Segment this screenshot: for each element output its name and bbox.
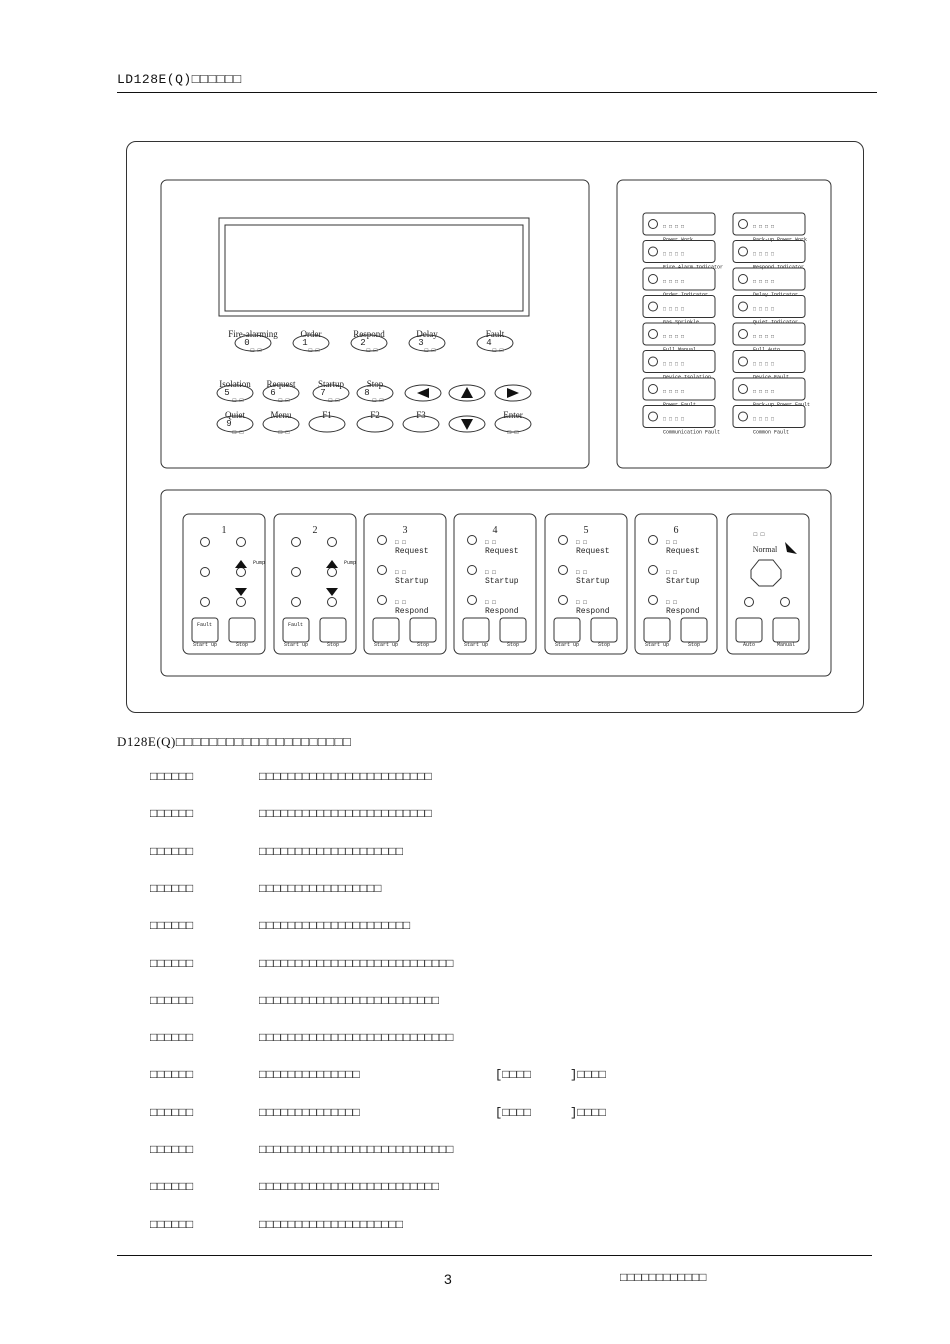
module-led bbox=[649, 566, 658, 575]
key-sub: □ □ bbox=[328, 397, 340, 404]
module-cn: □ □ bbox=[395, 539, 406, 546]
indicator-led bbox=[739, 412, 748, 421]
indicator-cn: □ □ □ □ bbox=[753, 251, 775, 258]
module-cn: □ □ bbox=[666, 599, 677, 606]
mode-cn: □ □ bbox=[753, 531, 765, 538]
indicator-cn: □ □ □ □ bbox=[663, 389, 685, 395]
key-label: Quiet bbox=[225, 410, 245, 420]
module-led bbox=[201, 598, 210, 607]
key-sub: □ □ bbox=[366, 347, 378, 354]
key-label: F2 bbox=[370, 410, 380, 420]
item-key: □□□□□□ bbox=[150, 1105, 194, 1120]
item-key: □□□□□□ bbox=[150, 807, 194, 822]
key-switch[interactable] bbox=[751, 560, 781, 586]
arrow-down-icon bbox=[461, 419, 473, 430]
footer-company: □□□□□□□□□□□□ bbox=[620, 1271, 707, 1285]
module-label-startup: Startup bbox=[666, 577, 700, 586]
indicator-cn: □ □ □ □ bbox=[663, 306, 685, 313]
keyboard-section bbox=[161, 180, 589, 468]
module-led bbox=[201, 538, 210, 547]
module-cn: □ □ bbox=[485, 569, 496, 576]
header-title: LD128E(Q)□□□□□□ bbox=[117, 72, 242, 87]
indicator-led bbox=[649, 357, 658, 366]
item-value: □□□□□□□□□□□□□□□□□□□□□□□□□ bbox=[259, 1180, 440, 1195]
module-cn: □ □ bbox=[485, 599, 496, 606]
key-arrow-icon bbox=[785, 542, 797, 554]
indicator-cn: □ □ □ □ bbox=[663, 334, 685, 340]
start-up-label: Start up bbox=[463, 642, 489, 648]
module-led bbox=[292, 598, 301, 607]
module-led bbox=[378, 596, 387, 605]
module-led bbox=[649, 596, 658, 605]
module-label-startup: Startup bbox=[485, 577, 519, 586]
indicator-led bbox=[649, 412, 658, 421]
module-led bbox=[328, 538, 337, 547]
indicator-cn: □ □ □ □ bbox=[663, 224, 685, 230]
indicator-cn: □ □ □ □ bbox=[753, 306, 775, 313]
module-led bbox=[559, 566, 568, 575]
key-label: Isolation bbox=[219, 379, 251, 389]
module-cn: □ □ bbox=[485, 539, 496, 546]
indicator-led bbox=[649, 220, 658, 229]
start-up-button[interactable] bbox=[554, 618, 580, 642]
module-number: 3 bbox=[402, 525, 408, 536]
indicator-cn: □ □ □ □ bbox=[663, 416, 685, 423]
item-value: □□□□□□□□□□□□□□ bbox=[259, 1105, 360, 1120]
indicator-cn: □ □ □ □ bbox=[663, 361, 685, 368]
stop-label: Stop bbox=[687, 642, 701, 648]
indicator-label: Full Manual bbox=[663, 347, 697, 353]
module-led bbox=[237, 568, 246, 577]
stop-label: Stop bbox=[416, 642, 430, 648]
module-label-startup: Startup bbox=[395, 577, 429, 586]
indicator-cn: □ □ □ □ bbox=[753, 334, 775, 340]
arrow-right-icon bbox=[507, 388, 519, 398]
module-label-request: Request bbox=[485, 547, 519, 556]
item-value: □□□□□□□□□□□□□□□□□ bbox=[259, 881, 382, 896]
panel-diagram bbox=[127, 142, 865, 714]
figure-caption: D128E(Q)□□□□□□□□□□□□□□□□□□□□□ bbox=[117, 734, 352, 749]
start-up-label: Start up bbox=[373, 642, 399, 648]
module-led bbox=[378, 566, 387, 575]
item-bracket-open: [□□□□ bbox=[495, 1105, 532, 1120]
stop-button[interactable] bbox=[681, 618, 707, 642]
item-value: □□□□□□□□□□□□□□□□□□□□ bbox=[259, 844, 404, 859]
item-key: □□□□□□ bbox=[150, 770, 194, 784]
item-value: □□□□□□□□□□□□□□□□□□□□□□□□□ bbox=[259, 993, 440, 1008]
item-key: □□□□□□ bbox=[150, 1068, 194, 1083]
start-up-label: Start up bbox=[644, 642, 670, 648]
key-sub: □ □ bbox=[232, 397, 244, 404]
lcd-screen bbox=[225, 225, 523, 311]
key-label: Delay bbox=[416, 329, 438, 339]
indicator-label: Back-up Power Work bbox=[753, 237, 808, 243]
key-sub: □ □ bbox=[250, 347, 262, 354]
arrow-left-icon bbox=[417, 388, 429, 398]
key-sub: □ □ bbox=[372, 397, 384, 404]
indicator-cn: □ □ □ □ bbox=[663, 279, 685, 285]
fault-label: Fault bbox=[197, 622, 213, 628]
enter-label: Enter bbox=[503, 410, 523, 420]
indicator-cn: □ □ □ □ bbox=[753, 279, 775, 285]
key-number: 2 bbox=[360, 338, 366, 348]
module-label-respond: Respond bbox=[576, 607, 610, 616]
module-label-respond: Respond bbox=[395, 607, 429, 616]
key-label: Menu bbox=[270, 410, 292, 420]
item-bracket-close: ]□□□□ bbox=[570, 1105, 607, 1120]
key-label: Order bbox=[300, 329, 322, 339]
module-label-respond: Respond bbox=[666, 607, 700, 616]
module-led bbox=[649, 536, 658, 545]
indicator-section bbox=[617, 180, 831, 468]
indicator-cn: □ □ □ □ bbox=[753, 361, 775, 368]
module-number: 1 bbox=[221, 525, 227, 536]
key-number: 9 bbox=[226, 419, 232, 429]
stop-button[interactable] bbox=[591, 618, 617, 642]
fault-label: Fault bbox=[288, 622, 304, 628]
stop-button[interactable] bbox=[410, 618, 436, 642]
indicator-led bbox=[649, 330, 658, 339]
indicator-led bbox=[649, 302, 658, 311]
key-sub: □ □ bbox=[492, 347, 504, 354]
item-value: □□□□□□□□□□□□□□□□□□□□□□□□□□□ bbox=[259, 1031, 454, 1046]
module-label-request: Request bbox=[395, 547, 429, 556]
indicator-label: Gas Sprinkle bbox=[663, 319, 700, 326]
pump-start-icon bbox=[235, 560, 247, 568]
key-number: 8 bbox=[364, 388, 370, 398]
key-sub: □ □ bbox=[424, 347, 436, 354]
key-number: 0 bbox=[244, 338, 250, 348]
manual-button[interactable] bbox=[773, 618, 799, 642]
indicator-led bbox=[649, 385, 658, 394]
page-number: 3 bbox=[444, 1271, 452, 1287]
indicator-led bbox=[739, 247, 748, 256]
item-value: □□□□□□□□□□□□□□□□□□□□□ bbox=[259, 919, 411, 934]
module-cn: □ □ bbox=[576, 539, 587, 546]
key-number: 3 bbox=[418, 338, 424, 348]
item-key: □□□□□□ bbox=[150, 993, 194, 1008]
item-key: □□□□□□ bbox=[150, 1180, 194, 1195]
module-led bbox=[468, 596, 477, 605]
module-cn: □ □ bbox=[666, 539, 677, 546]
indicator-label: Respond Indicator bbox=[753, 264, 805, 271]
mode-normal-label: Normal bbox=[752, 545, 778, 554]
module-label-request: Request bbox=[576, 547, 610, 556]
stop-button[interactable] bbox=[500, 618, 526, 642]
module-led bbox=[559, 596, 568, 605]
start-up-label: Start up bbox=[283, 642, 309, 648]
pump-label: Pump bbox=[344, 560, 357, 566]
item-key: □□□□□□ bbox=[150, 1217, 194, 1232]
stop-label: Stop bbox=[326, 642, 340, 648]
pump-stop-icon bbox=[235, 588, 247, 596]
item-value: □□□□□□□□□□□□□□□□□□□□□□□□□□□ bbox=[259, 1143, 454, 1157]
key-label: Startup bbox=[318, 379, 344, 389]
indicator-label: Device Isolation bbox=[663, 374, 712, 381]
module-led bbox=[468, 566, 477, 575]
key-sub: □ □ bbox=[232, 429, 244, 436]
key-sub: □ □ bbox=[278, 397, 290, 404]
item-bracket-close: ]□□□□ bbox=[570, 1068, 607, 1083]
key-label: F1 bbox=[322, 410, 332, 420]
indicator-label: Fire Alarm Indicator bbox=[663, 264, 724, 271]
indicator-led bbox=[739, 302, 748, 311]
key-label: Stop bbox=[366, 379, 384, 389]
auto-button[interactable] bbox=[736, 618, 762, 642]
indicator-label: Quiet Indicator bbox=[753, 319, 799, 326]
module-label-startup: Startup bbox=[576, 577, 610, 586]
indicator-led bbox=[649, 275, 658, 284]
start-up-button[interactable] bbox=[644, 618, 670, 642]
key-label: Respond bbox=[353, 329, 385, 339]
stop-button[interactable] bbox=[229, 618, 255, 642]
module-number: 5 bbox=[583, 525, 589, 536]
key-label: Fault bbox=[485, 329, 505, 339]
item-value: □□□□□□□□□□□□□□ bbox=[259, 1068, 360, 1083]
item-key: □□□□□□ bbox=[150, 844, 194, 859]
indicator-cn: □ □ □ □ bbox=[663, 251, 685, 258]
module-cn: □ □ bbox=[576, 569, 587, 576]
module-number: 2 bbox=[312, 525, 318, 536]
indicator-cn: □ □ □ □ bbox=[753, 389, 775, 395]
start-up-label: Start up bbox=[554, 642, 580, 648]
pump-stop-icon bbox=[326, 588, 338, 596]
panel-figure bbox=[126, 141, 864, 713]
key-number: 1 bbox=[302, 338, 308, 348]
key-number: 6 bbox=[270, 388, 276, 398]
item-key: □□□□□□ bbox=[150, 919, 194, 934]
item-key: □□□□□□ bbox=[150, 1143, 194, 1157]
item-key: □□□□□□ bbox=[150, 1031, 194, 1046]
indicator-label: Delay Indicator bbox=[753, 292, 799, 298]
stop-button[interactable] bbox=[320, 618, 346, 642]
auto-label: Auto bbox=[742, 642, 756, 648]
module-label-respond: Respond bbox=[485, 607, 519, 616]
module-led bbox=[237, 538, 246, 547]
start-up-button[interactable] bbox=[463, 618, 489, 642]
page-header bbox=[117, 70, 877, 93]
key-label: Fire-alarming bbox=[228, 329, 278, 339]
module-cn: □ □ bbox=[395, 569, 406, 576]
item-value: □□□□□□□□□□□□□□□□□□□□□□□□ bbox=[259, 807, 432, 822]
module-led bbox=[328, 568, 337, 577]
module-number: 6 bbox=[673, 525, 679, 536]
key-sub: □ □ bbox=[278, 429, 290, 436]
mode-card bbox=[727, 514, 809, 654]
indicator-led bbox=[739, 275, 748, 284]
start-up-button[interactable] bbox=[373, 618, 399, 642]
indicator-led bbox=[739, 357, 748, 366]
indicator-label: Back-up Power Fault bbox=[753, 402, 811, 408]
indicator-label: Full Auto bbox=[753, 347, 781, 353]
key-sub: □ □ bbox=[308, 347, 320, 354]
start-up-label: Start up bbox=[192, 642, 218, 648]
indicator-led bbox=[649, 247, 658, 256]
indicator-label: Common Fault bbox=[753, 429, 790, 436]
module-led bbox=[292, 568, 301, 577]
footer-rule bbox=[117, 1255, 872, 1256]
module-led bbox=[201, 568, 210, 577]
module-label-request: Request bbox=[666, 547, 700, 556]
module-cn: □ □ bbox=[395, 599, 406, 606]
key-number: 5 bbox=[224, 388, 230, 398]
indicator-led bbox=[739, 385, 748, 394]
module-number: 4 bbox=[492, 525, 498, 536]
key-label: Request bbox=[266, 379, 296, 389]
pump-start-icon bbox=[326, 560, 338, 568]
module-led bbox=[378, 536, 387, 545]
indicator-cn: □ □ □ □ bbox=[753, 224, 775, 230]
key-number: 7 bbox=[320, 388, 326, 398]
indicator-label: Power Fault bbox=[663, 402, 697, 408]
manual-label: Manual bbox=[776, 642, 796, 648]
key-number: 4 bbox=[486, 338, 492, 348]
pump-label: Pump bbox=[253, 560, 266, 566]
item-key: □□□□□□ bbox=[150, 881, 194, 896]
module-led bbox=[292, 538, 301, 547]
item-bracket-open: [□□□□ bbox=[495, 1068, 532, 1083]
enter-sub: □ □ bbox=[507, 429, 519, 436]
module-led bbox=[559, 536, 568, 545]
indicator-led bbox=[739, 220, 748, 229]
stop-label: Stop bbox=[506, 642, 520, 648]
module-led bbox=[328, 598, 337, 607]
item-value: □□□□□□□□□□□□□□□□□□□□ bbox=[259, 1217, 404, 1232]
manual-led bbox=[781, 598, 790, 607]
item-value: □□□□□□□□□□□□□□□□□□□□□□□□ bbox=[259, 770, 432, 784]
indicator-label: Communication Fault bbox=[663, 429, 721, 436]
module-led bbox=[237, 598, 246, 607]
indicator-label: Order Indicator bbox=[663, 292, 709, 298]
arrow-up-icon bbox=[461, 387, 473, 398]
key-label: F3 bbox=[416, 410, 426, 420]
stop-label: Stop bbox=[597, 642, 611, 648]
module-led bbox=[468, 536, 477, 545]
indicator-label: Device Fault bbox=[753, 374, 790, 381]
indicator-led bbox=[739, 330, 748, 339]
indicator-label: Power Work bbox=[663, 237, 694, 243]
indicator-cn: □ □ □ □ bbox=[753, 416, 775, 423]
module-cn: □ □ bbox=[576, 599, 587, 606]
module-cn: □ □ bbox=[666, 569, 677, 576]
stop-label: Stop bbox=[235, 642, 249, 648]
lcd-outer bbox=[219, 218, 529, 316]
item-value: □□□□□□□□□□□□□□□□□□□□□□□□□□□ bbox=[259, 956, 454, 971]
auto-led bbox=[745, 598, 754, 607]
item-key: □□□□□□ bbox=[150, 956, 194, 971]
